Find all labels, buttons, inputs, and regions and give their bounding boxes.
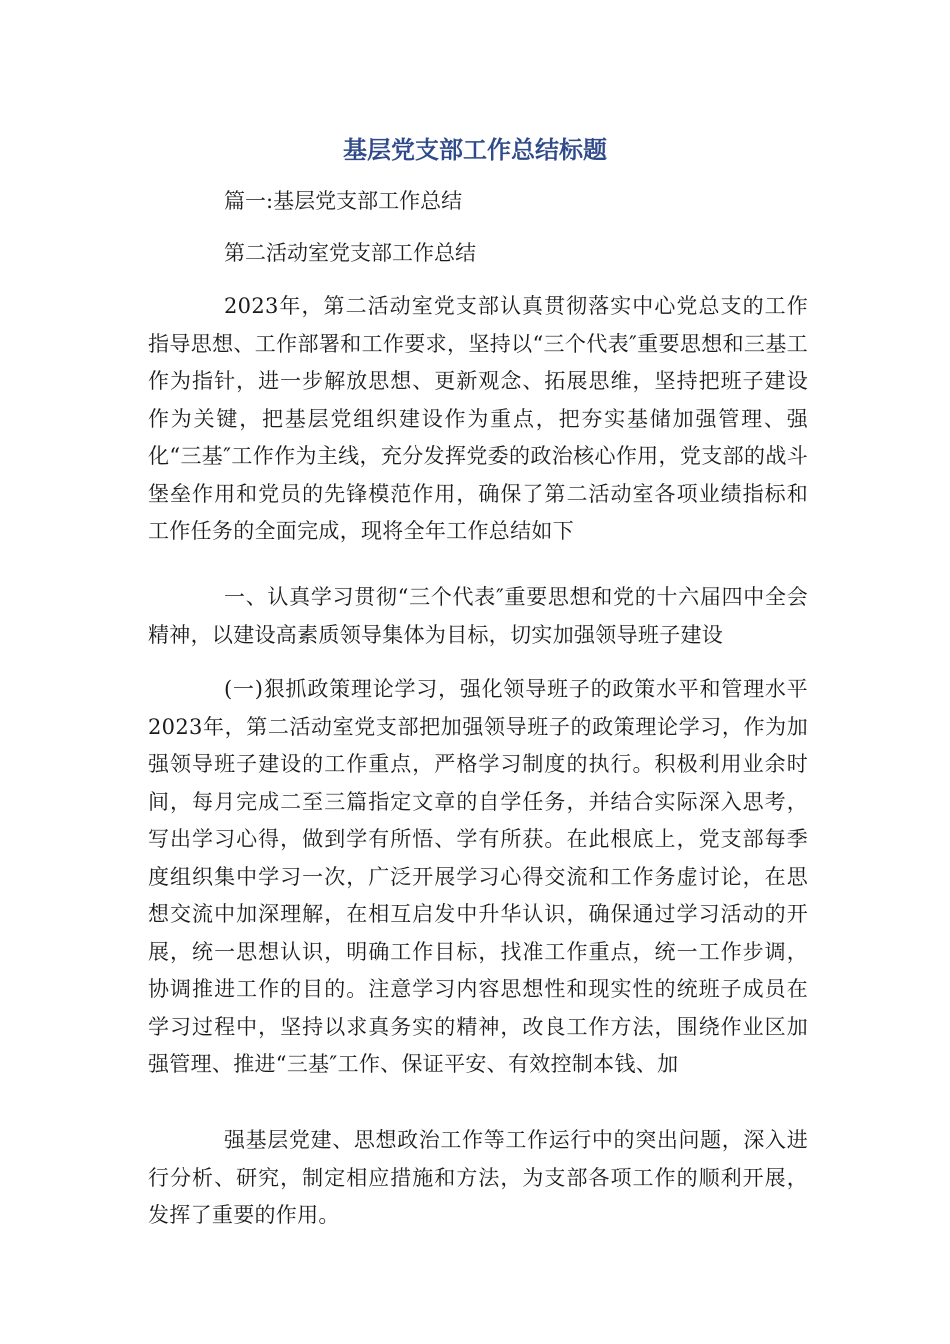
paragraph-intro: 2023年，第二活动室党支部认真贯彻落实中心党总支的工作指导思想、工作部署和工作要求，坚持以“三个代表″重要思想和三基工作为指针，进一步解放思想、更新观念、拓展思维，坚持把班子建设作为关键，把基层党组织建设作为重点，把夯实基储加强管理、强化“三基″工作作为主线，充分发挥党委的政治核心作用，党支部的战斗堡垒作用和党员的先锋模范作用，确保了第二活动室各项业绩指标和工作任务的全面完成，现将全年工作总结如下 bbox=[148, 294, 808, 543]
document-title: 基层党支部工作总结标题 bbox=[343, 136, 607, 164]
paragraph-section-one-heading: 一、认真学习贯彻“三个代表″重要思想和党的十六届四中全会精神，以建设高素质领导集体为目标，切实加强领导班子建设 bbox=[148, 585, 808, 647]
paragraph-party-building: 强基层党建、思想政治工作等工作运行中的突出问题，深入进行分析、研究，制定相应措施和方法，为支部各项工作的顺利开展，发挥了重要的作用。 bbox=[148, 1128, 808, 1227]
subtitle-part-one: 篇一:基层党支部工作总结 bbox=[224, 189, 463, 213]
paragraph-study-policy: (一)狠抓政策理论学习，强化领导班子的政策水平和管理水平 2023年，第二活动室党支部把加强领导班子的政策理论学习，作为加强领导班子建设的工作重点，严格学习制度的执行。积极利用业余时间，每月完成二至三篇指定文章的自学任务，并结合实际深入思考，写出学习心得，做到学有所悟、学有所获。在此根底上，党支部每季度组织集中学习一次，广泛开展学习心得交流和工作务虚讨论，在思想交流中加深理解，在相互启发中升华认识，确保通过学习活动的开展，统一思想认识，明确工作目标，找准工作重点，统一工作步调，协调推进工作的目的。注意学习内容思想性和现实性的统班子成员在学习过程中，坚持以求真务实的精神，改良工作方法，围绕作业区加强管理、推进“三基″工作、保证平安、有效控制本钱、加 bbox=[148, 677, 808, 1076]
subtitle-section: 第二活动室党支部工作总结 bbox=[224, 241, 476, 265]
